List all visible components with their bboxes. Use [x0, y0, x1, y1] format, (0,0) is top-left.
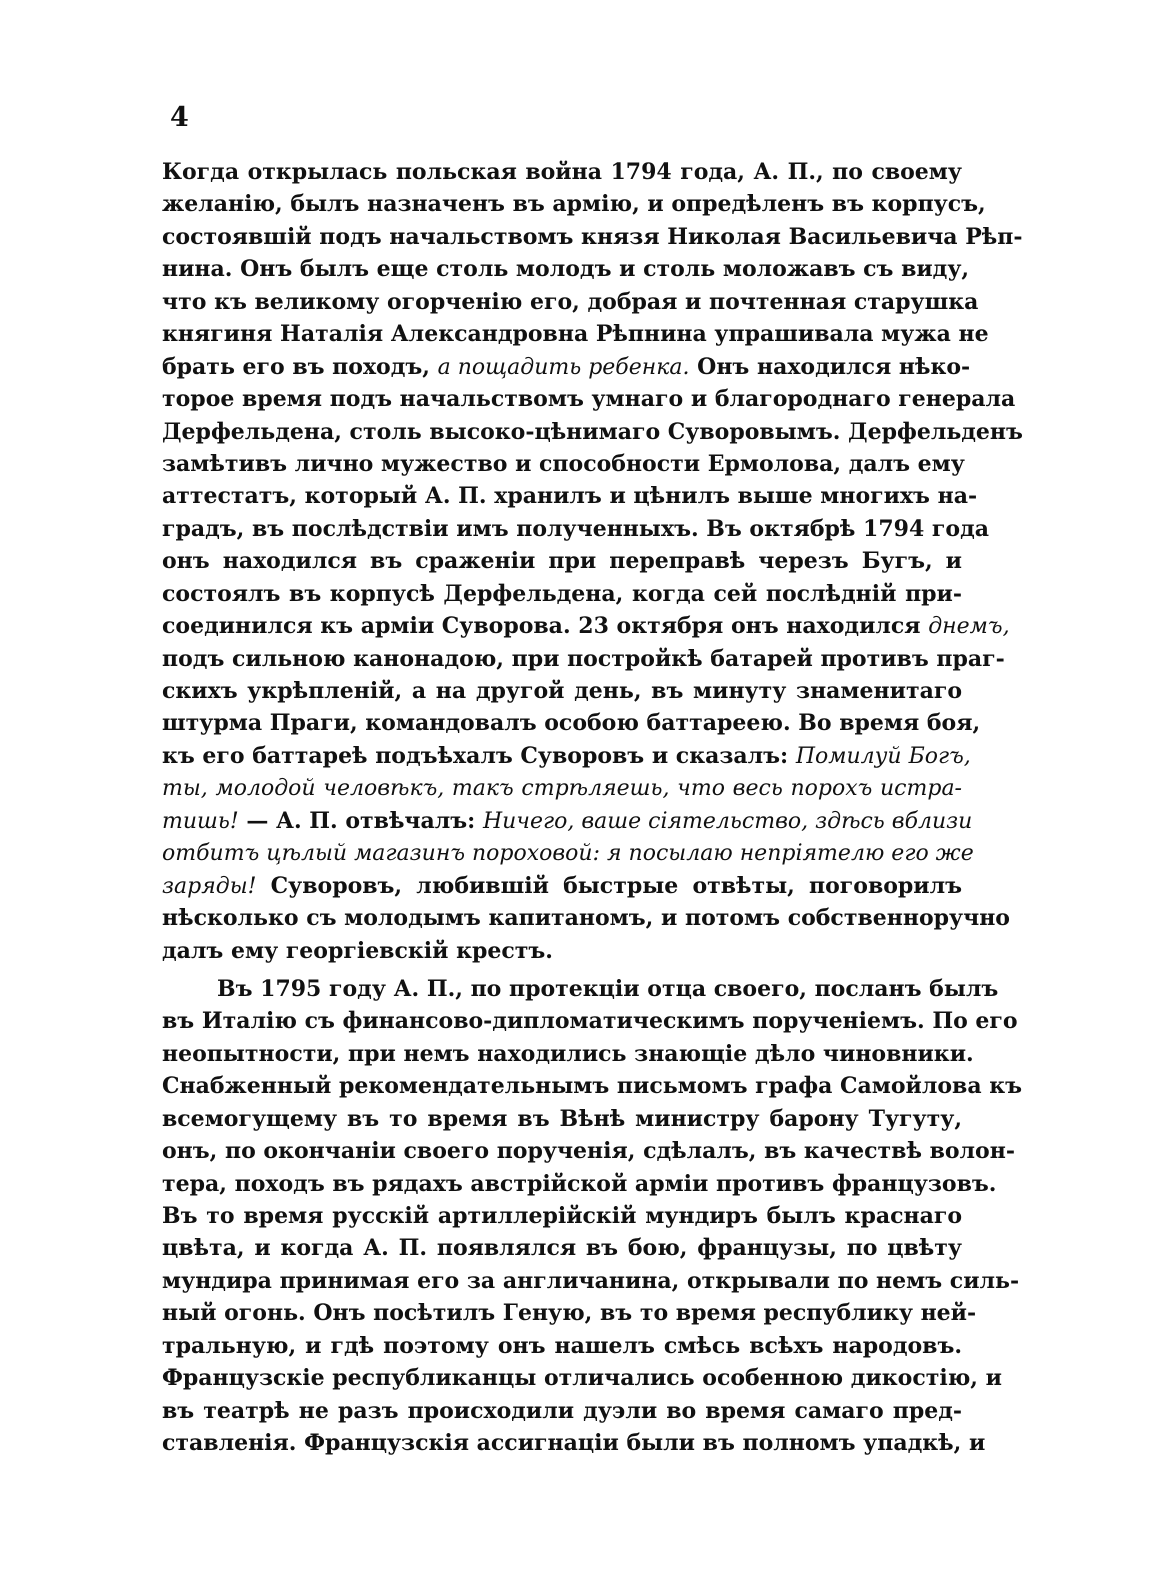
text-segment: всемогущему въ то время въ Вѣнѣ министру барону Тугуту,: [162, 1105, 962, 1132]
text-segment: къ его баттареѣ подъѣхалъ Суворовъ и сказалъ:: [162, 742, 796, 769]
text-segment: нина. Онъ былъ еще столь молодъ и столь моложавъ съ виду,: [162, 256, 970, 283]
text-segment: тральную, и гдѣ поэтому онъ нашелъ смѣсь всѣхъ народовъ.: [162, 1332, 962, 1359]
text-line: [162, 1103, 962, 1135]
text-segment: Въ то время русскій артиллерійскій мундиръ былъ краснаго: [162, 1203, 962, 1229]
text-segment: состоявшій подъ начальствомъ князя Николая Васильевича Рѣп-: [162, 223, 1023, 250]
text-line: [162, 351, 971, 383]
text-segment: градъ, въ послѣдствіи имъ полученныхъ. Въ октябрѣ 1794 года: [162, 515, 989, 542]
text-segment: въ Италію съ финансово-дипломатическимъ порученіемъ. По его: [162, 1008, 1018, 1035]
text-line: [162, 772, 962, 804]
text-line: [162, 286, 979, 318]
italic-segment: заряды!: [162, 873, 257, 899]
text-line: [162, 1038, 974, 1070]
text-segment: онъ, по окончаніи своего порученія, сдѣлалъ, въ качествѣ волон-: [162, 1138, 1015, 1165]
text-line: [162, 973, 999, 1005]
paragraph: [162, 973, 1022, 1460]
italic-segment: а пощадить ребенка.: [437, 354, 690, 380]
text-line: [162, 610, 1010, 642]
paragraph-container: [162, 156, 1023, 1460]
text-segment: состоялъ въ корпусѣ Дерфельдена, когда сей послѣдній при-: [162, 580, 962, 607]
italic-segment: отбитъ цѣлый магазинъ пороховой: я посылаю непріятелю его же: [162, 841, 974, 867]
text-line: [162, 1232, 962, 1264]
italic-segment: ты, молодой человѣкъ, такъ стрѣляешь, что весь порохъ истра-: [162, 776, 962, 802]
page-number: 4: [170, 102, 189, 133]
text-segment: Дерфельдена, столь высоко-цѣнимаго Суворовымъ. Дерфельденъ: [162, 418, 1023, 445]
text-line: [162, 383, 1016, 415]
text-line: [162, 870, 962, 902]
text-segment: соединился къ арміи Суворова. 23 октября онъ находился: [162, 613, 929, 640]
text-segment: цвѣта, и когда А. П. появлялся въ бою, французы, по цвѣту: [162, 1235, 962, 1262]
text-segment: подъ сильною канонадою, при постройкѣ батарей противъ праг-: [162, 645, 1005, 672]
text-line: [162, 805, 973, 837]
text-segment: Суворовъ, любившій быстрые отвѣты, поговорилъ: [256, 872, 962, 899]
text-segment: замѣтивъ лично мужество и способности Ермолова, далъ ему: [162, 450, 965, 477]
text-segment: Когда открылась польская война 1794 года, А. П., по своему: [162, 159, 962, 185]
text-line: [162, 675, 962, 707]
text-segment: онъ находился въ сраженіи при переправѣ черезъ Бугъ, и: [162, 548, 962, 575]
text-line: [162, 740, 971, 772]
text-line: [162, 902, 1010, 934]
text-segment: штурма Праги, командовалъ особою баттареею. Во время боя,: [162, 710, 981, 737]
text-line: [162, 448, 965, 480]
text-segment: Въ 1795 году А. П., по протекціи отца своего, посланъ былъ: [217, 975, 999, 1002]
text-segment: что къ великому огорченію его, добрая и почтенная старушка: [162, 288, 979, 315]
text-line: [162, 837, 974, 869]
text-segment: далъ ему георгіевскій крестъ.: [162, 937, 553, 964]
body-text: [162, 156, 1023, 1460]
text-segment: — А. П. отвѣчалъ:: [238, 807, 483, 834]
text-segment: Снабженный рекомендательнымъ письмомъ графа Самойлова къ: [162, 1073, 1022, 1100]
text-line: [162, 1070, 1022, 1102]
text-line: [162, 1135, 1015, 1167]
text-segment: Онъ находился нѣко-: [689, 353, 971, 380]
text-line: [162, 1297, 977, 1329]
text-segment: тера, походъ въ рядахъ австрійской арміи противъ французовъ.: [162, 1170, 997, 1197]
text-segment: желанію, былъ назначенъ въ армію, и опредѣленъ въ корпусъ,: [162, 191, 986, 218]
text-line: [162, 318, 989, 350]
paragraph: [162, 156, 1023, 967]
text-segment: аттестатъ, который А. П. хранилъ и цѣнилъ выше многихъ на-: [162, 483, 978, 510]
text-line: [162, 253, 970, 285]
text-segment: княгиня Наталія Александровна Рѣпнина упрашивала мужа не: [162, 321, 989, 348]
text-line: [162, 1427, 986, 1459]
text-line: [162, 578, 962, 610]
text-line: [162, 221, 1023, 253]
text-line: [162, 1005, 1018, 1037]
text-segment: торое время подъ начальствомъ умнаго и благороднаго генерала: [162, 386, 1016, 413]
text-segment: мундира принимая его за англичанина, открывали по немъ силь-: [162, 1267, 1020, 1294]
italic-segment: днемъ,: [928, 614, 1010, 640]
text-line: [162, 707, 981, 739]
text-segment: ный огонь. Онъ посѣтилъ Геную, въ то время республику ней-: [162, 1300, 977, 1327]
text-line: [162, 935, 962, 967]
text-segment: нѣсколько съ молодымъ капитаномъ, и потомъ собственноручно: [162, 905, 1010, 932]
text-segment: неопытности, при немъ находились знающіе дѣло чиновники.: [162, 1040, 974, 1067]
text-line: [162, 1395, 962, 1427]
italic-segment: Помилуй Богъ,: [795, 743, 971, 769]
text-line: [162, 643, 1005, 675]
text-line: [162, 188, 986, 220]
italic-segment: тишь!: [162, 808, 239, 834]
text-line: [162, 156, 962, 188]
text-segment: въ театрѣ не разъ происходили дуэли во время самаго пред-: [162, 1397, 962, 1424]
text-line: [162, 513, 989, 545]
text-line: [162, 1362, 1002, 1394]
text-segment: брать его въ походъ,: [162, 353, 438, 380]
text-line: [162, 545, 962, 577]
text-line: [162, 1168, 997, 1200]
text-line: [162, 1330, 962, 1362]
text-line: [162, 480, 978, 512]
text-segment: ставленія. Французскія ассигнаціи были въ полномъ упадкѣ, и: [162, 1430, 986, 1457]
text-segment: скихъ укрѣпленій, а на другой день, въ минуту знаменитаго: [162, 678, 962, 704]
text-line: [162, 1265, 1020, 1297]
text-line: [162, 416, 1023, 448]
text-segment: Французскіе республиканцы отличались особенною дикостію, и: [162, 1365, 1002, 1392]
italic-segment: Ничего, ваше сіятельство, здѣсь вблизи: [482, 808, 973, 834]
text-line: [162, 1200, 962, 1232]
